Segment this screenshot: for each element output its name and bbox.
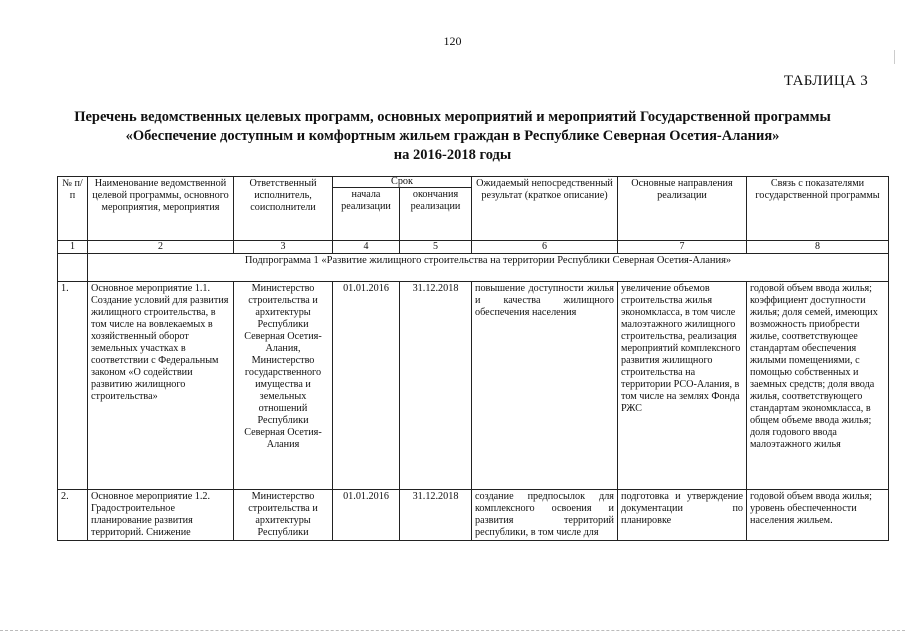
header-link: Связь с показателями государственной программы [747,177,889,241]
column-numbers-row [58,241,889,254]
column-number: 6 [472,241,618,254]
header-row [58,177,889,188]
page-bottom-edge [0,630,905,631]
header-num: № п/п [58,177,88,241]
table-row [58,490,889,541]
column-number: 4 [333,241,400,254]
row-name: Основное мероприятие 1.1. Создание условий для развития жилищного строительства, в том числе на вовлекаемых в хозяйственный оборот земельных участках в соответствии с Федеральным законом «О содействии развитию жилищного строительства» [88,282,234,490]
document-title [40,108,865,165]
row-num: 2. [58,490,88,541]
row-responsible: Министерство строительства и архитектуры Республики [234,490,333,541]
row-directions: подготовка и утверждение документации по планировке [618,490,747,541]
column-number: 7 [618,241,747,254]
header-result: Ожидаемый непосредственный результат (краткое описание) [472,177,618,241]
row-end: 31.12.2018 [400,282,472,490]
row-start: 01.01.2016 [333,282,400,490]
row-num: 1. [58,282,88,490]
row-start: 01.01.2016 [333,490,400,541]
row-directions: увеличение объемов строительства жилья экономкласса, в том числе малоэтажного жилищного строительства, реализация мероприятий комплексного развития жилищного строительства на территории РСО-Алания, в том числе на землях Фонда РЖС [618,282,747,490]
programs-table [57,176,889,541]
subprogram-row [58,254,889,282]
header-term: Срок [333,177,472,188]
row-name: Основное мероприятие 1.2. Градостроительное планирование развития территорий. Снижение [88,490,234,541]
title-line-1: Перечень ведомственных целевых программ, основных мероприятий и мероприятий Государственной программы [74,109,831,125]
column-number: 8 [747,241,889,254]
row-end: 31.12.2018 [400,490,472,541]
table-row [58,282,889,490]
header-directions: Основные направления реализации [618,177,747,241]
scan-edge-mark [894,50,899,64]
subprogram-title: Подпрограмма 1 «Развитие жилищного строительства на территории Республики Северная Осетия-Алания» [88,254,889,282]
title-line-2: «Обеспечение доступным и комфортным жильем граждан в Республике Северная Осетия-Алания» [125,128,780,144]
subprogram-spacer [58,254,88,282]
row-result: создание предпосылок для комплексного освоения и развития территорий республики, в том числе для [472,490,618,541]
row-responsible: Министерство строительства и архитектуры Республики Северная Осетия-Алания, Министерство государственного имущества и земельных отношений Республики Северная Осетия-Алания [234,282,333,490]
header-start: начала реализации [333,188,400,241]
header-end: окончания реализации [400,188,472,241]
column-number: 3 [234,241,333,254]
row-result: повышение доступности жилья и качества жилищного обеспечения населения [472,282,618,490]
table-label: ТАБЛИЦА 3 [783,73,868,89]
column-number: 2 [88,241,234,254]
title-line-3: на 2016-2018 годы [393,147,512,163]
header-responsible: Ответственный исполнитель, соисполнители [234,177,333,241]
row-link: годовой объем ввода жилья; коэффициент доступности жилья; доля семей, имеющих возможность приобрести жилье, соответствующее стандартам обеспечения жилыми помещениями, с помощью собственных и заемных средств; доля ввода жилья, соответствующего стандартам экономкласса, в общем объеме ввода жилья; доля годового ввода малоэтажного жилья [747,282,889,490]
page-number: 120 [443,34,462,48]
column-number: 5 [400,241,472,254]
row-link: годовой объем ввода жилья; уровень обеспеченности населения жильем. [747,490,889,541]
header-name: Наименование ведомственной целевой программы, основного мероприятия, мероприятия [88,177,234,241]
column-number: 1 [58,241,88,254]
